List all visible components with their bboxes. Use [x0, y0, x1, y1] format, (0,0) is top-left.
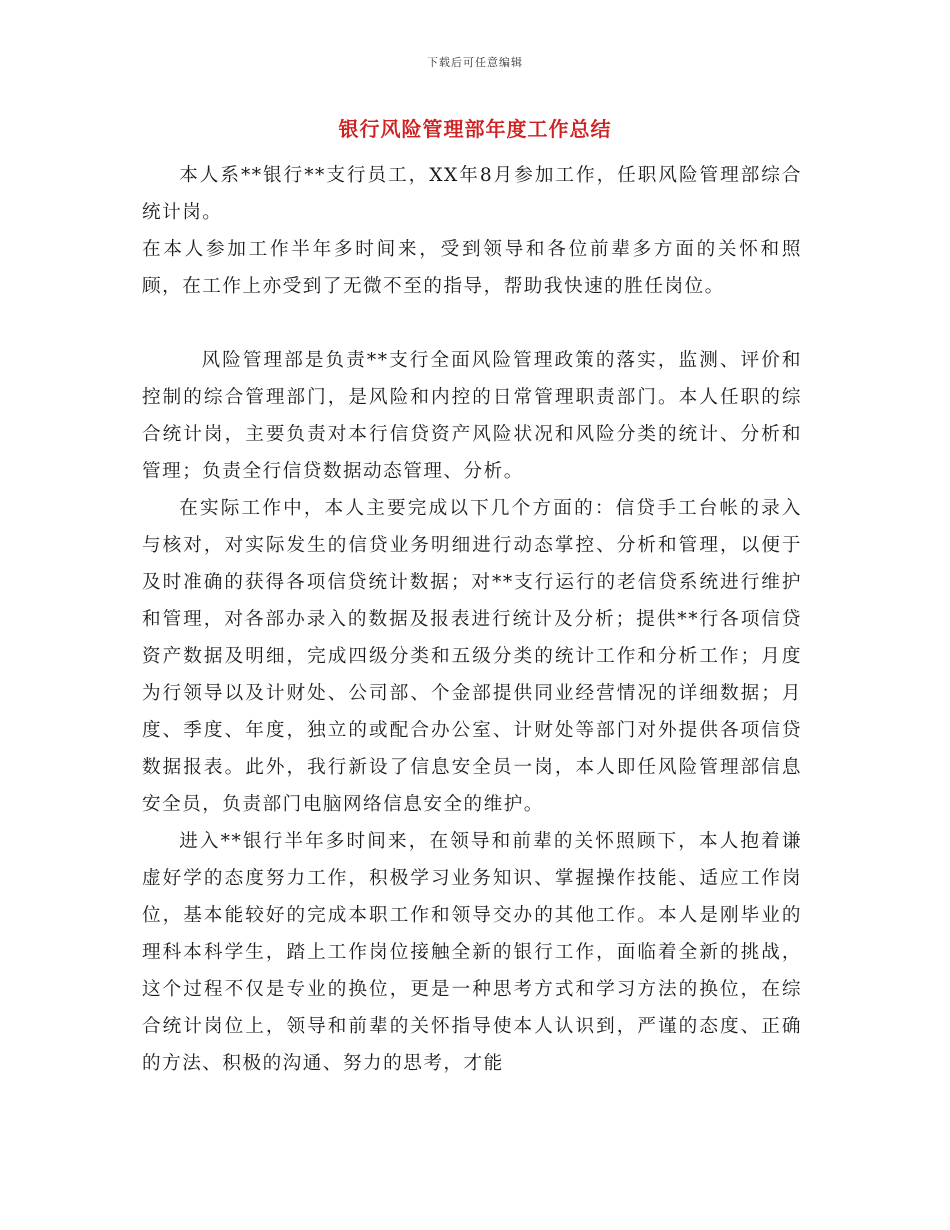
paragraph-thanks: 在本人参加工作半年多时间来，受到领导和各位前辈多方面的关怀和照顾，在工作上亦受到了无微不至的指导，帮助我快速的胜任岗位。 [142, 239, 802, 297]
paragraph-spacer [142, 305, 802, 342]
document-body [142, 157, 802, 1082]
paragraph-department: 风险管理部是负责**支行全面风险管理政策的落实，监测、评价和控制的综合管理部门，是风险和内控的日常管理职责部门。本人任职的综合统计岗，主要负责对本行信贷资产风险状况和风险分类的统计、分析和管理；负责全行信贷数据动态管理、分析。 [142, 350, 802, 482]
paragraph-intro: 本人系**银行**支行员工，XX年8月参加工作，任职风险管理部综合统计岗。 [142, 165, 802, 223]
document-title: 银行风险管理部年度工作总结 [338, 117, 612, 141]
paragraph-duties: 在实际工作中，本人主要完成以下几个方面的：信贷手工台帐的录入与核对，对实际发生的信贷业务明细进行动态掌控、分析和管理，以便于及时准确的获得各项信贷统计数据；对**支行运行的老信贷系统进行维护和管理，对各部办录入的数据及报表进行统计及分析；提供**行各项信贷资产数据及明细，完成四级分类和五级分类的统计工作和分析工作；月度为行领导以及计财处、公司部、个金部提供同业经营情况的详细数据；月度、季度、年度，独立的或配合办公室、计财处等部门对外提供各项信贷数据报表。此外，我行新设了信息安全员一岗，本人即任风险管理部信息安全员，负责部门电脑网络信息安全的维护。 [142, 498, 802, 815]
header-note: 下载后可任意编辑 [427, 56, 523, 69]
paragraph-reflection: 进入**银行半年多时间来，在领导和前辈的关怀照顾下，本人抱着谦虚好学的态度努力工作，积极学习业务知识、掌握操作技能、适应工作岗位，基本能较好的完成本职工作和领导交办的其他工作。本人是刚毕业的理科本科学生，踏上工作岗位接触全新的银行工作，面临着全新的挑战，这个过程不仅是专业的换位，更是一种思考方式和学习方法的换位，在综合统计岗位上，领导和前辈的关怀指导使本人认识到，严谨的态度、正确的方法、积极的沟通、努力的思考，才能 [142, 831, 802, 1074]
